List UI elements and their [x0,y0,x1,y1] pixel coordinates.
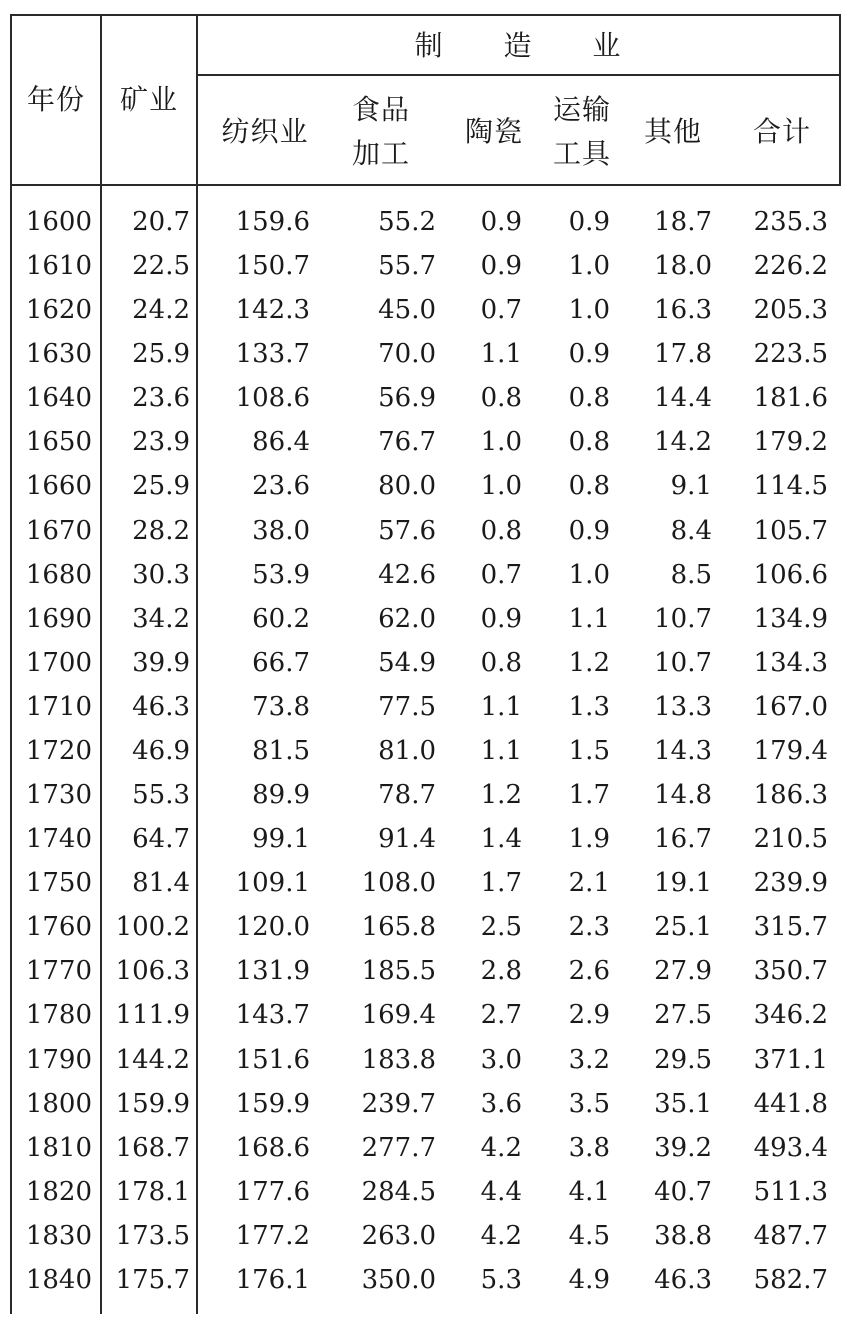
total-cell: 167.0 [753,691,828,722]
food-cell: 55.2 [378,207,436,237]
ceramics-cell: 1.0 [480,471,522,502]
food-cell: 80.0 [378,471,436,502]
year-cell: 1740 [25,824,92,855]
total-cell: 239.9 [753,868,828,899]
total-cell: 105.7 [753,515,828,546]
ceramics-cell: 4.4 [480,1176,522,1207]
mining-cell: 22.5 [132,251,190,282]
other-cell: 29.5 [654,1044,712,1075]
other-cell: 25.1 [654,912,712,943]
year-cell: 1760 [25,912,92,943]
ceramics-cell: 2.8 [480,956,522,987]
year-cell: 1620 [25,295,92,326]
transport-cell: 0.8 [568,383,610,414]
ceramics-cell: 0.8 [480,647,522,678]
year-cell: 1630 [25,339,92,370]
year-cell: 1720 [25,735,92,766]
transport-cell: 1.1 [568,603,610,634]
year-cell: 1710 [25,691,92,722]
ceramics-cell: 0.8 [480,383,522,414]
textile-cell: 86.4 [252,427,310,458]
total-cell: 205.3 [753,295,828,326]
year-cell: 1670 [25,515,92,546]
textile-cell: 23.6 [252,471,310,502]
textile-cell: 142.3 [235,295,310,326]
year-cell: 1660 [25,471,92,502]
other-cell: 39.2 [654,1132,712,1163]
other-cell: 35.1 [654,1088,712,1119]
textile-cell: 53.9 [252,559,310,590]
total-cell: 493.4 [753,1132,828,1163]
textile-cell: 73.8 [252,691,310,722]
year-cell: 1770 [25,956,92,987]
other-cell: 16.3 [654,295,712,326]
total-cell: 487.7 [753,1220,828,1251]
year-cell: 1600 [25,207,92,237]
total-cell: 181.6 [753,383,828,414]
transport-cell: 2.6 [568,956,610,987]
ceramics-cell: 3.0 [480,1044,522,1075]
year-cell: 1690 [25,603,92,634]
total-cell: 179.4 [753,735,828,766]
food-cell: 55.7 [378,251,436,282]
transport-cell: 1.0 [568,295,610,326]
transport-cell: 3.8 [568,1132,610,1163]
other-cell: 10.7 [654,647,712,678]
food-cell: 91.4 [378,824,436,855]
mining-cell: 25.9 [132,339,190,370]
left-border [10,14,12,1314]
textile-cell: 150.7 [235,251,310,282]
mining-cell: 30.3 [132,559,190,590]
header-total: 合计 [752,115,811,148]
header-bottom-rule [10,184,841,186]
year-cell: 1680 [25,559,92,590]
ceramics-cell: 0.9 [480,207,522,237]
textile-cell: 143.7 [235,1000,310,1031]
mining-cell: 23.9 [132,427,190,458]
food-cell: 169.4 [361,1000,436,1031]
transport-cell: 1.9 [568,824,610,855]
transport-cell: 1.3 [568,691,610,722]
total-cell: 511.3 [753,1176,828,1207]
textile-cell: 176.1 [235,1264,310,1295]
total-cell: 226.2 [753,251,828,282]
food-cell: 263.0 [361,1220,436,1251]
right-border-header [839,14,841,186]
ceramics-cell: 1.0 [480,427,522,458]
transport-cell: 2.3 [568,912,610,943]
other-cell: 46.3 [654,1264,712,1295]
food-cell: 42.6 [378,559,436,590]
transport-cell: 1.7 [568,780,610,811]
transport-cell: 1.0 [568,559,610,590]
total-cell: 371.1 [753,1044,828,1075]
textile-cell: 177.2 [235,1220,310,1251]
textile-cell: 108.6 [235,383,310,414]
textile-cell: 168.6 [235,1132,310,1163]
other-cell: 27.9 [654,956,712,987]
total-cell: 114.5 [753,471,828,502]
food-cell: 78.7 [378,780,436,811]
year-cell: 1830 [25,1220,92,1251]
other-cell: 16.7 [654,824,712,855]
mining-cell: 23.6 [132,383,190,414]
food-cell: 185.5 [361,956,436,987]
header-food-line2: 加工 [351,137,410,170]
food-cell: 165.8 [361,912,436,943]
textile-cell: 60.2 [252,603,310,634]
textile-cell: 151.6 [235,1044,310,1075]
other-cell: 14.4 [654,383,712,414]
ceramics-cell: 2.5 [480,912,522,943]
mining-cell: 64.7 [132,824,190,855]
transport-cell: 1.0 [568,251,610,282]
header-transport-line1: 运输 [552,93,611,126]
textile-cell: 131.9 [235,956,310,987]
ceramics-cell: 0.7 [480,559,522,590]
mining-cell: 20.7 [132,207,190,237]
textile-cell: 66.7 [252,647,310,678]
transport-cell: 0.9 [568,207,610,237]
mining-cell: 55.3 [132,780,190,811]
mining-cell: 46.3 [132,691,190,722]
food-cell: 56.9 [378,383,436,414]
mining-cell: 24.2 [132,295,190,326]
year-cell: 1820 [25,1176,92,1207]
other-cell: 40.7 [654,1176,712,1207]
transport-cell: 4.1 [568,1176,610,1207]
food-cell: 77.5 [378,691,436,722]
mining-cell: 144.2 [115,1044,190,1075]
transport-cell: 0.8 [568,427,610,458]
top-border [10,14,841,16]
year-cell: 1790 [25,1044,92,1075]
other-cell: 18.0 [654,251,712,282]
mining-cell: 168.7 [115,1132,190,1163]
ceramics-cell: 5.3 [480,1264,522,1295]
header-ceramics: 陶瓷 [464,115,523,148]
transport-cell: 2.1 [568,868,610,899]
mining-cell: 46.9 [132,735,190,766]
ceramics-cell: 1.2 [480,780,522,811]
total-cell: 346.2 [753,1000,828,1031]
total-cell: 134.9 [753,603,828,634]
food-cell: 45.0 [378,295,436,326]
textile-cell: 99.1 [252,824,310,855]
header-year: 年份 [26,83,85,116]
header-mining: 矿业 [119,83,178,116]
total-cell: 134.3 [753,647,828,678]
other-cell: 18.7 [654,207,712,237]
ceramics-cell: 1.4 [480,824,522,855]
ceramics-cell: 1.7 [480,868,522,899]
textile-cell: 159.9 [235,1088,310,1119]
year-cell: 1810 [25,1132,92,1163]
other-cell: 13.3 [654,691,712,722]
mining-manufacturing-divider [196,14,198,1314]
mining-cell: 106.3 [115,956,190,987]
other-cell: 9.1 [670,471,712,502]
total-cell: 186.3 [753,780,828,811]
ceramics-cell: 1.1 [480,339,522,370]
textile-cell: 38.0 [252,515,310,546]
textile-cell: 133.7 [235,339,310,370]
textile-cell: 120.0 [235,912,310,943]
ceramics-cell: 0.9 [480,251,522,282]
mining-cell: 173.5 [115,1220,190,1251]
ceramics-cell: 1.1 [480,691,522,722]
header-manufacturing: 制 造 业 [414,29,622,62]
mining-cell: 178.1 [115,1176,190,1207]
food-cell: 277.7 [361,1132,436,1163]
year-cell: 1800 [25,1088,92,1119]
year-cell: 1840 [25,1264,92,1295]
header-other: 其他 [643,115,702,148]
total-cell: 350.7 [753,956,828,987]
total-cell: 582.7 [753,1264,828,1295]
other-cell: 17.8 [654,339,712,370]
year-cell: 1780 [25,1000,92,1031]
food-cell: 76.7 [378,427,436,458]
food-cell: 350.0 [361,1264,436,1295]
mining-cell: 81.4 [132,868,190,899]
transport-cell: 1.2 [568,647,610,678]
ceramics-cell: 1.1 [480,735,522,766]
mining-cell: 175.7 [115,1264,190,1295]
header-transport-line2: 工具 [552,137,611,170]
textile-cell: 81.5 [252,735,310,766]
food-cell: 108.0 [361,868,436,899]
food-cell: 57.6 [378,515,436,546]
textile-cell: 89.9 [252,780,310,811]
food-cell: 183.8 [361,1044,436,1075]
transport-cell: 0.9 [568,339,610,370]
food-cell: 70.0 [378,339,436,370]
transport-cell: 3.5 [568,1088,610,1119]
ceramics-cell: 4.2 [480,1132,522,1163]
ceramics-cell: 0.8 [480,515,522,546]
year-cell: 1750 [25,868,92,899]
transport-cell: 0.8 [568,471,610,502]
total-cell: 179.2 [753,427,828,458]
year-cell: 1730 [25,780,92,811]
other-cell: 27.5 [654,1000,712,1031]
ceramics-cell: 0.9 [480,603,522,634]
transport-cell: 3.2 [568,1044,610,1075]
mining-cell: 39.9 [132,647,190,678]
food-cell: 284.5 [361,1176,436,1207]
year-cell: 1610 [25,251,92,282]
transport-cell: 2.9 [568,1000,610,1031]
mining-cell: 100.2 [115,912,190,943]
year-cell: 1700 [25,647,92,678]
transport-cell: 1.5 [568,735,610,766]
other-cell: 14.3 [654,735,712,766]
total-cell: 441.8 [753,1088,828,1119]
total-cell: 223.5 [753,339,828,370]
other-cell: 38.8 [654,1220,712,1251]
food-cell: 62.0 [378,603,436,634]
total-cell: 210.5 [753,824,828,855]
textile-cell: 159.6 [235,207,310,237]
other-cell: 19.1 [654,868,712,899]
manufacturing-subheader-rule [196,74,841,76]
other-cell: 14.2 [654,427,712,458]
header-textile: 纺织业 [221,115,309,148]
transport-cell: 0.9 [568,515,610,546]
year-mining-divider [100,14,102,1314]
transport-cell: 4.9 [568,1264,610,1295]
other-cell: 10.7 [654,603,712,634]
header-food-line1: 食品 [351,93,410,126]
mining-cell: 111.9 [115,1000,190,1031]
total-cell: 315.7 [753,912,828,943]
year-cell: 1640 [25,383,92,414]
mining-cell: 28.2 [132,515,190,546]
ceramics-cell: 3.6 [480,1088,522,1119]
food-cell: 81.0 [378,735,436,766]
total-cell: 106.6 [753,559,828,590]
other-cell: 8.5 [670,559,712,590]
ceramics-cell: 0.7 [480,295,522,326]
textile-cell: 177.6 [235,1176,310,1207]
total-cell: 235.3 [753,207,828,237]
transport-cell: 4.5 [568,1220,610,1251]
ceramics-cell: 4.2 [480,1220,522,1251]
food-cell: 54.9 [378,647,436,678]
other-cell: 8.4 [670,515,712,546]
year-cell: 1650 [25,427,92,458]
ceramics-cell: 2.7 [480,1000,522,1031]
textile-cell: 109.1 [235,868,310,899]
mining-cell: 25.9 [132,471,190,502]
other-cell: 14.8 [654,780,712,811]
mining-cell: 34.2 [132,603,190,634]
mining-cell: 159.9 [115,1088,190,1119]
food-cell: 239.7 [361,1088,436,1119]
